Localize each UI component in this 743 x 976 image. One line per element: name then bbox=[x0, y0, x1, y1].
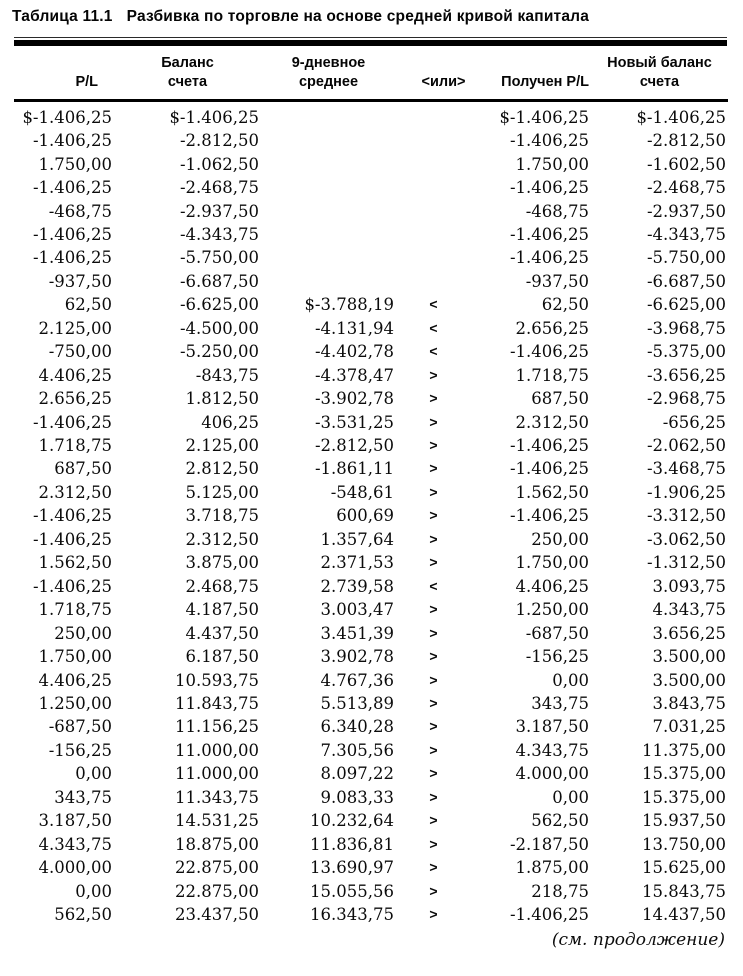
cell-received_pl: 1.750,00 bbox=[515, 553, 589, 573]
cell-balance: 4.187,50 bbox=[185, 600, 259, 620]
cell-pl: -468,75 bbox=[48, 201, 112, 221]
cell-sign: > bbox=[429, 695, 438, 712]
cell-balance: 18.875,00 bbox=[175, 834, 259, 854]
table-row bbox=[14, 457, 728, 480]
cell-sign: > bbox=[429, 882, 438, 899]
cell-received_pl: -1.406,25 bbox=[509, 248, 589, 268]
cell-pl: 343,75 bbox=[54, 787, 112, 807]
cell-received_pl: -468,75 bbox=[525, 201, 589, 221]
cell-sign: > bbox=[429, 483, 438, 500]
cell-new_balance: -3.968,75 bbox=[646, 318, 726, 338]
cell-received_pl: 2.312,50 bbox=[515, 412, 589, 432]
cell-avg9 bbox=[261, 100, 396, 129]
cell-new_balance: 14.437,50 bbox=[642, 905, 726, 925]
table-number: Таблица 11.1 bbox=[12, 8, 113, 25]
cell-new_balance: 3.843,75 bbox=[652, 694, 726, 714]
cell-balance: 5.125,00 bbox=[185, 482, 259, 502]
cell-received_pl: -2.187,50 bbox=[509, 834, 589, 854]
table-row bbox=[14, 645, 728, 668]
cell-balance: -2.937,50 bbox=[179, 201, 259, 221]
column-header-balance: Баланс счета bbox=[114, 46, 261, 100]
cell-balance: 1.812,50 bbox=[185, 389, 259, 409]
cell-sign: > bbox=[429, 366, 438, 383]
cell-new_balance: 7.031,25 bbox=[652, 717, 726, 737]
cell-pl: -1.406,25 bbox=[32, 412, 112, 432]
cell-avg9: -1.861,11 bbox=[314, 459, 394, 479]
cell-sign: > bbox=[429, 460, 438, 477]
cell-avg9: -4.131,94 bbox=[314, 318, 394, 338]
cell-balance: 2.312,50 bbox=[185, 529, 259, 549]
table-row bbox=[14, 762, 728, 785]
cell-avg9: 16.343,75 bbox=[310, 905, 394, 925]
cell-pl: -156,25 bbox=[48, 740, 112, 760]
cell-pl: 0,00 bbox=[75, 764, 112, 784]
cell-new_balance: -1.312,50 bbox=[646, 553, 726, 573]
cell-avg9: 2.371,53 bbox=[320, 553, 394, 573]
column-header-pl: P/L bbox=[14, 46, 114, 100]
cell-sign: > bbox=[429, 624, 438, 641]
cell-received_pl: -1.406,25 bbox=[509, 905, 589, 925]
cell-received_pl: 218,75 bbox=[531, 881, 589, 901]
cell-avg9: 6.340,28 bbox=[320, 717, 394, 737]
cell-sign: > bbox=[429, 390, 438, 407]
cell-new_balance: -3.656,25 bbox=[646, 365, 726, 385]
cell-balance: -1.062,50 bbox=[179, 154, 259, 174]
cell-received_pl: -937,50 bbox=[525, 271, 589, 291]
cell-sign: > bbox=[429, 718, 438, 735]
cell-avg9: 10.232,64 bbox=[310, 811, 394, 831]
cell-sign: > bbox=[429, 741, 438, 758]
cell-new_balance: -3.468,75 bbox=[646, 459, 726, 479]
cell-avg9: -4.402,78 bbox=[314, 342, 394, 362]
table-row bbox=[14, 200, 728, 223]
table-title bbox=[12, 8, 729, 26]
cell-balance: 2.125,00 bbox=[185, 436, 259, 456]
table-row bbox=[14, 364, 728, 387]
cell-sign bbox=[396, 176, 491, 199]
column-header-avg9: 9-дневное среднее bbox=[261, 46, 396, 100]
continuation-note: (см. продолжение) bbox=[551, 929, 725, 950]
cell-pl: 1.250,00 bbox=[38, 694, 112, 714]
table-row bbox=[14, 551, 728, 574]
cell-avg9 bbox=[261, 270, 396, 293]
cell-received_pl: -156,25 bbox=[525, 647, 589, 667]
cell-balance: -2.812,50 bbox=[179, 131, 259, 151]
cell-balance: 11.843,75 bbox=[175, 694, 259, 714]
cell-received_pl: 62,50 bbox=[541, 295, 589, 315]
cell-new_balance: 3.500,00 bbox=[652, 647, 726, 667]
cell-balance: -5.250,00 bbox=[179, 342, 259, 362]
table-row bbox=[14, 504, 728, 527]
cell-received_pl: 687,50 bbox=[531, 389, 589, 409]
cell-pl: 1.718,75 bbox=[38, 436, 112, 456]
cell-received_pl: -1.406,25 bbox=[509, 178, 589, 198]
cell-sign: > bbox=[429, 906, 438, 923]
cell-pl: $-1.406,25 bbox=[22, 107, 112, 127]
cell-avg9: 1.357,64 bbox=[320, 529, 394, 549]
cell-sign: > bbox=[429, 812, 438, 829]
cell-pl: 2.312,50 bbox=[38, 482, 112, 502]
cell-pl: 1.750,00 bbox=[38, 647, 112, 667]
table-row bbox=[14, 387, 728, 410]
cell-new_balance: -2.062,50 bbox=[646, 436, 726, 456]
table-row bbox=[14, 340, 728, 363]
table-row bbox=[14, 246, 728, 269]
cell-new_balance: 15.937,50 bbox=[642, 811, 726, 831]
cell-sign: > bbox=[429, 554, 438, 571]
cell-avg9: 13.690,97 bbox=[310, 858, 394, 878]
table-row bbox=[14, 317, 728, 340]
cell-received_pl: -1.406,25 bbox=[509, 342, 589, 362]
cell-pl: -687,50 bbox=[48, 717, 112, 737]
cell-sign: > bbox=[429, 648, 438, 665]
cell-received_pl: -687,50 bbox=[525, 623, 589, 643]
table-caption: Разбивка по торговле на основе средней кривой капитала bbox=[126, 8, 590, 25]
cell-sign: < bbox=[429, 343, 438, 360]
cell-avg9: 3.451,39 bbox=[320, 623, 394, 643]
cell-new_balance: -3.312,50 bbox=[646, 506, 726, 526]
cell-sign bbox=[396, 100, 491, 129]
table-body bbox=[14, 100, 728, 926]
cell-new_balance: -2.812,50 bbox=[646, 131, 726, 151]
cell-balance: -6.687,50 bbox=[179, 271, 259, 291]
cell-avg9: -548,61 bbox=[330, 482, 394, 502]
table-row bbox=[14, 880, 728, 903]
cell-balance: 2.812,50 bbox=[185, 459, 259, 479]
cell-pl: 562,50 bbox=[54, 905, 112, 925]
cell-new_balance: 15.625,00 bbox=[642, 858, 726, 878]
cell-pl: -937,50 bbox=[48, 271, 112, 291]
cell-avg9: 8.097,22 bbox=[320, 764, 394, 784]
cell-balance: 2.468,75 bbox=[185, 576, 259, 596]
cell-sign: > bbox=[429, 530, 438, 547]
cell-avg9 bbox=[261, 200, 396, 223]
cell-pl: 687,50 bbox=[54, 459, 112, 479]
cell-avg9 bbox=[261, 129, 396, 152]
cell-balance: 11.343,75 bbox=[175, 787, 259, 807]
cell-avg9: 11.836,81 bbox=[310, 834, 394, 854]
table-row bbox=[14, 692, 728, 715]
cell-avg9: -3.531,25 bbox=[314, 412, 394, 432]
cell-pl: 3.187,50 bbox=[38, 811, 112, 831]
cell-received_pl: -1.406,25 bbox=[509, 506, 589, 526]
cell-avg9 bbox=[261, 246, 396, 269]
cell-pl: 1.750,00 bbox=[38, 154, 112, 174]
cell-balance: 22.875,00 bbox=[175, 858, 259, 878]
cell-new_balance: -1.602,50 bbox=[646, 154, 726, 174]
cell-avg9: 5.513,89 bbox=[320, 694, 394, 714]
cell-avg9: 15.055,56 bbox=[310, 881, 394, 901]
cell-received_pl: 1.875,00 bbox=[515, 858, 589, 878]
top-rule bbox=[14, 37, 727, 46]
cell-pl: 2.656,25 bbox=[38, 389, 112, 409]
cell-pl: 2.125,00 bbox=[38, 318, 112, 338]
cell-sign: > bbox=[429, 671, 438, 688]
cell-sign bbox=[396, 223, 491, 246]
table-row bbox=[14, 786, 728, 809]
cell-new_balance: 3.500,00 bbox=[652, 670, 726, 690]
cell-new_balance: -5.375,00 bbox=[646, 342, 726, 362]
cell-received_pl: -1.406,25 bbox=[509, 436, 589, 456]
table-header bbox=[14, 46, 728, 100]
cell-sign: > bbox=[429, 413, 438, 430]
table-header-row bbox=[14, 46, 728, 100]
cell-avg9: 3.902,78 bbox=[320, 647, 394, 667]
table-row bbox=[14, 129, 728, 152]
cell-balance: 14.531,25 bbox=[175, 811, 259, 831]
cell-sign: < bbox=[429, 577, 438, 594]
cell-received_pl: 562,50 bbox=[531, 811, 589, 831]
cell-balance: $-1.406,25 bbox=[169, 107, 259, 127]
cell-new_balance: 15.375,00 bbox=[642, 764, 726, 784]
cell-pl: 4.343,75 bbox=[38, 834, 112, 854]
table-row bbox=[14, 411, 728, 434]
table-row bbox=[14, 809, 728, 832]
cell-received_pl: $-1.406,25 bbox=[499, 107, 589, 127]
table-row bbox=[14, 153, 728, 176]
table-row bbox=[14, 622, 728, 645]
cell-new_balance: -3.062,50 bbox=[646, 529, 726, 549]
table-row bbox=[14, 715, 728, 738]
cell-received_pl: 4.406,25 bbox=[515, 576, 589, 596]
table-row bbox=[14, 833, 728, 856]
cell-avg9: -4.378,47 bbox=[314, 365, 394, 385]
cell-received_pl: -1.406,25 bbox=[509, 224, 589, 244]
cell-pl: -1.406,25 bbox=[32, 506, 112, 526]
cell-new_balance: -1.906,25 bbox=[646, 482, 726, 502]
cell-received_pl: 0,00 bbox=[552, 787, 589, 807]
cell-new_balance: -2.968,75 bbox=[646, 389, 726, 409]
cell-received_pl: 343,75 bbox=[531, 694, 589, 714]
cell-balance: 6.187,50 bbox=[185, 647, 259, 667]
cell-sign: < bbox=[429, 296, 438, 313]
table-row bbox=[14, 223, 728, 246]
cell-received_pl: 2.656,25 bbox=[515, 318, 589, 338]
cell-avg9: -3.902,78 bbox=[314, 389, 394, 409]
table-row bbox=[14, 903, 728, 926]
cell-received_pl: 1.250,00 bbox=[515, 600, 589, 620]
cell-new_balance: -4.343,75 bbox=[646, 224, 726, 244]
cell-pl: 4.406,25 bbox=[38, 670, 112, 690]
table-row bbox=[14, 739, 728, 762]
cell-pl: -1.406,25 bbox=[32, 178, 112, 198]
cell-sign: < bbox=[429, 319, 438, 336]
cell-pl: 4.406,25 bbox=[38, 365, 112, 385]
table-row bbox=[14, 176, 728, 199]
cell-avg9: 9.083,33 bbox=[320, 787, 394, 807]
cell-avg9 bbox=[261, 176, 396, 199]
cell-pl: -1.406,25 bbox=[32, 529, 112, 549]
cell-balance: 23.437,50 bbox=[175, 905, 259, 925]
column-header-received_pl: Получен P/L bbox=[491, 46, 591, 100]
cell-pl: -1.406,25 bbox=[32, 131, 112, 151]
cell-avg9: -2.812,50 bbox=[314, 436, 394, 456]
cell-balance: 10.593,75 bbox=[175, 670, 259, 690]
cell-balance: -2.468,75 bbox=[179, 178, 259, 198]
cell-pl: -1.406,25 bbox=[32, 224, 112, 244]
table-row bbox=[14, 270, 728, 293]
table-row bbox=[14, 434, 728, 457]
cell-pl: 1.562,50 bbox=[38, 553, 112, 573]
cell-avg9: 3.003,47 bbox=[320, 600, 394, 620]
cell-balance: 22.875,00 bbox=[175, 881, 259, 901]
cell-balance: -6.625,00 bbox=[179, 295, 259, 315]
cell-avg9: 7.305,56 bbox=[320, 740, 394, 760]
cell-received_pl: 250,00 bbox=[531, 529, 589, 549]
cell-balance: 11.156,25 bbox=[175, 717, 259, 737]
cell-new_balance: 4.343,75 bbox=[652, 600, 726, 620]
cell-sign bbox=[396, 153, 491, 176]
cell-pl: 1.718,75 bbox=[38, 600, 112, 620]
cell-pl: -750,00 bbox=[48, 342, 112, 362]
cell-new_balance: -6.625,00 bbox=[646, 295, 726, 315]
cell-received_pl: 4.000,00 bbox=[515, 764, 589, 784]
cell-pl: -1.406,25 bbox=[32, 248, 112, 268]
cell-sign bbox=[396, 246, 491, 269]
cell-new_balance: -6.687,50 bbox=[646, 271, 726, 291]
cell-sign bbox=[396, 200, 491, 223]
cell-new_balance: -656,25 bbox=[662, 412, 726, 432]
cell-new_balance: 3.093,75 bbox=[652, 576, 726, 596]
cell-balance: 11.000,00 bbox=[175, 764, 259, 784]
cell-sign: > bbox=[429, 437, 438, 454]
table-row bbox=[14, 856, 728, 879]
cell-received_pl: 4.343,75 bbox=[515, 740, 589, 760]
cell-avg9: $-3.788,19 bbox=[304, 295, 394, 315]
cell-new_balance: -2.937,50 bbox=[646, 201, 726, 221]
table-row bbox=[14, 293, 728, 316]
table-row bbox=[14, 528, 728, 551]
cell-avg9 bbox=[261, 223, 396, 246]
cell-pl: 0,00 bbox=[75, 881, 112, 901]
cell-new_balance: 13.750,00 bbox=[642, 834, 726, 854]
cell-received_pl: 1.718,75 bbox=[515, 365, 589, 385]
cell-balance: -4.500,00 bbox=[179, 318, 259, 338]
cell-balance: 11.000,00 bbox=[175, 740, 259, 760]
cell-new_balance: 11.375,00 bbox=[642, 740, 726, 760]
cell-sign bbox=[396, 270, 491, 293]
cell-balance: 406,25 bbox=[201, 412, 259, 432]
cell-new_balance: 3.656,25 bbox=[652, 623, 726, 643]
table-row bbox=[14, 575, 728, 598]
cell-pl: -1.406,25 bbox=[32, 576, 112, 596]
cell-balance: -4.343,75 bbox=[179, 224, 259, 244]
cell-balance: 3.718,75 bbox=[185, 506, 259, 526]
cell-new_balance: 15.375,00 bbox=[642, 787, 726, 807]
cell-received_pl: 3.187,50 bbox=[515, 717, 589, 737]
cell-avg9: 2.739,58 bbox=[320, 576, 394, 596]
cell-new_balance: $-1.406,25 bbox=[636, 107, 726, 127]
cell-sign: > bbox=[429, 507, 438, 524]
cell-received_pl: 1.750,00 bbox=[515, 154, 589, 174]
cell-received_pl: -1.406,25 bbox=[509, 459, 589, 479]
cell-sign: > bbox=[429, 859, 438, 876]
cell-pl: 250,00 bbox=[54, 623, 112, 643]
cell-avg9: 4.767,36 bbox=[320, 670, 394, 690]
table-row bbox=[14, 669, 728, 692]
cell-new_balance: -2.468,75 bbox=[646, 178, 726, 198]
capital-curve-table bbox=[14, 46, 728, 927]
cell-balance: 4.437,50 bbox=[185, 623, 259, 643]
cell-pl: 62,50 bbox=[64, 295, 112, 315]
cell-received_pl: -1.406,25 bbox=[509, 131, 589, 151]
cell-balance: 3.875,00 bbox=[185, 553, 259, 573]
cell-sign bbox=[396, 129, 491, 152]
cell-sign: > bbox=[429, 788, 438, 805]
table-row bbox=[14, 481, 728, 504]
cell-sign: > bbox=[429, 601, 438, 618]
table-row bbox=[14, 100, 728, 129]
column-header-sign: <или> bbox=[396, 46, 491, 100]
cell-new_balance: 15.843,75 bbox=[642, 881, 726, 901]
column-header-new_balance: Новый баланс счета bbox=[591, 46, 728, 100]
cell-avg9 bbox=[261, 153, 396, 176]
table-row bbox=[14, 598, 728, 621]
cell-received_pl: 0,00 bbox=[552, 670, 589, 690]
cell-balance: -5.750,00 bbox=[179, 248, 259, 268]
cell-avg9: 600,69 bbox=[336, 506, 394, 526]
cell-received_pl: 1.562,50 bbox=[515, 482, 589, 502]
cell-pl: 4.000,00 bbox=[38, 858, 112, 878]
top-rule-thin-line bbox=[14, 37, 727, 38]
cell-sign: > bbox=[429, 765, 438, 782]
cell-new_balance: -5.750,00 bbox=[646, 248, 726, 268]
cell-sign: > bbox=[429, 835, 438, 852]
cell-balance: -843,75 bbox=[195, 365, 259, 385]
